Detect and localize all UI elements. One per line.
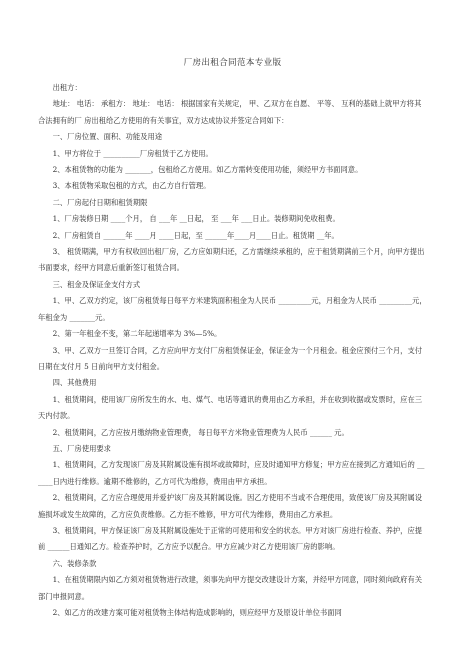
paragraph: 五、厂房使用要求 bbox=[52, 443, 111, 453]
paragraph: 3、 租赁期满，甲方有权收回出租厂房，乙方应如期归还，乙方需继续承租的，应于租赁期满前三个月，向甲方提出书面要求，经甲方同意后重新签订租赁合同。 bbox=[38, 247, 425, 273]
paragraph: 2、如乙方的改建方案可能对租赁物主体结构造成影响的，则应经甲方及原设计单位书面同 bbox=[52, 608, 342, 617]
paragraph: 三、租金及保证金支付方式 bbox=[52, 279, 141, 289]
document-title: 厂房出租合同范本专业版 bbox=[183, 58, 282, 68]
paragraph: 3、本租赁物采取包租的方式，由乙方自行管理。 bbox=[52, 181, 211, 191]
paragraph: 四、其他费用 bbox=[52, 378, 97, 388]
paragraph: 1、租赁期间，乙方发现该厂房及其附属设施有损坏或故障时，应及时通知甲方修复；甲方应在接到乙方通知后的 ______日内进行维修。逾期不维修的，乙方可代为维修，费用由甲方承担。 bbox=[38, 460, 425, 486]
paragraph: 2、租赁期间，乙方应合理使用并爱护该厂房及其附属设施。因乙方使用不当或不合理使用，致使该厂房及其附属设施损坏或发生故障的，乙方应负责维修。乙方拒不维修，甲方可代为维修，费用由乙方承担。 bbox=[38, 493, 423, 519]
paragraph: 1、租赁期间，使用该厂房所发生的水、电、煤气、电话等通讯的费用由乙方承担，并在收到收据或发票时，应在三天内付款。 bbox=[38, 394, 423, 421]
paragraph: 2、厂房租赁自 ______年 ____月 ____日起，至 ______年____月____日止。租赁期 __年。 bbox=[52, 230, 339, 240]
paragraph: 地址： 电话： 承租方： 地址： 电话： 根据国家有关规定， 甲、乙双方在自愿、 平等、 互利的基础上就甲方将其合法拥有的厂 房出租给乙方使用的有关事宜，双方达成协议并签定合同如下： bbox=[38, 99, 422, 125]
paragraph: 1、甲、乙双方约定，该厂房租赁每日每平方米建筑面积租金为人民币 _________元，月租金为人民币 _________元，年租金为 _______元。 bbox=[38, 296, 427, 322]
paragraph: 1、甲方将位于 __________厂房租赁于乙方使用。 bbox=[52, 148, 213, 158]
document-body bbox=[38, 80, 427, 621]
paragraph: 2、租赁期间，乙方应按月缴纳物业管理费， 每日每平方米物业管理费为人民币 ______ 元。 bbox=[52, 427, 349, 437]
paragraph: 1、在租赁期限内如乙方须对租赁物进行改建，须事先向甲方提交改建设计方案，并经甲方同意，同时须向政府有关部门申报同意。 bbox=[38, 575, 423, 601]
paragraph: 2、本租赁物的功能为 _______，包租给乙方使用。如乙方需转变使用功能，须经甲方书面同意。 bbox=[52, 165, 363, 175]
paragraph: 3、租赁期间，甲方保证该厂房及其附属设施处于正常的可使用和安全的状态。甲方对该厂房进行检查、养护，应提前 ______日通知乙方。检查养护时，乙方应予以配合。甲方应减少对乙方使用该厂房的影响。 bbox=[38, 525, 423, 552]
paragraph: 六、装修条款 bbox=[52, 558, 97, 568]
paragraph: 一、厂房位置、面积、功能及用途 bbox=[52, 132, 163, 142]
paragraph: 出租方： bbox=[52, 83, 82, 92]
paragraph: 1、厂房装修日期 ____个月， 自 ___年 __日起， 至 ___年 ___日止。装修期间免收租费。 bbox=[52, 214, 340, 224]
paragraph: 二、厂房起付日期和租赁期限 bbox=[52, 197, 148, 207]
paragraph: 3、甲、乙双方一旦签订合同，乙方应向甲方支付厂房租赁保证金，保证金为一个月租金。租金应预付三个月，支付日期在支付月 5 日前向甲方支付租金。 bbox=[38, 345, 423, 371]
paragraph: 2、第一年租金不变，第二年起递增率为 3%—5%。 bbox=[52, 329, 222, 339]
